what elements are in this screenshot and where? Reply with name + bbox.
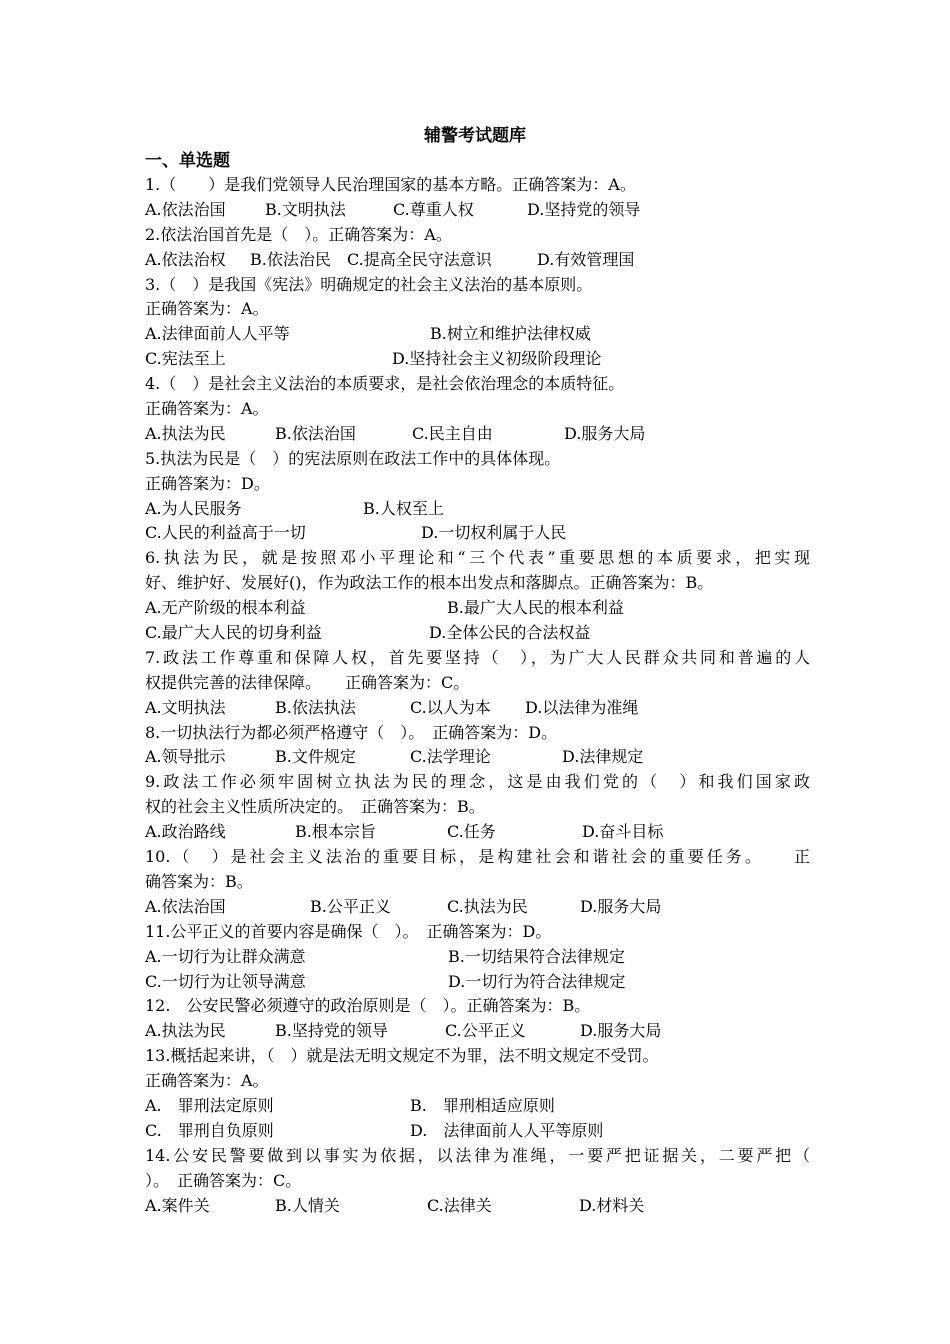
answer-option: B.根本宗旨	[295, 822, 376, 842]
question-line: 6.执法为民，就是按照邓小平理论和“三个代表”重要思想的本质要求，把实现	[145, 548, 810, 568]
answer-option: A.为人民服务	[145, 498, 242, 518]
question-line: 14.公安民警要做到以事实为依据，以法律为准绳，一要严把证据关，二要严把（	[145, 1145, 810, 1165]
question-line: 好、维护好、发展好()，作为政法工作的根本出发点和落脚点。正确答案为：B。	[145, 573, 714, 593]
answer-option: B.人权至上	[363, 498, 444, 518]
answer-option: C.任务	[447, 822, 496, 842]
option-row	[145, 820, 810, 845]
option-row	[145, 745, 810, 770]
option-row	[145, 1194, 810, 1219]
answer-option: A.一切行为让群众满意	[145, 946, 306, 966]
answer-option: B.人情关	[275, 1195, 340, 1215]
document-title: 辅警考试题库	[424, 126, 526, 146]
option-row	[145, 497, 810, 522]
answer-option: D.全体公民的合法权益	[429, 623, 591, 643]
answer-option: B.文件规定	[275, 747, 356, 767]
question-list	[145, 173, 810, 1218]
question-line: 1.（ ）是我们党领导人民治理国家的基本方略。正确答案为：A。	[145, 175, 636, 194]
answer-option: B.坚持党的领导	[275, 1021, 388, 1041]
answer-option: B.依法治民	[250, 249, 331, 269]
option-row	[145, 198, 810, 223]
question-line: ）。 正确答案为：C。	[145, 1170, 302, 1190]
question-line: 确答案为：B。	[145, 871, 253, 891]
answer-option: C.以人为本	[410, 697, 491, 717]
option-row	[145, 1094, 810, 1119]
answer-option: A.依法治国	[145, 896, 226, 916]
answer-option: C.公平正义	[445, 1021, 526, 1041]
question-line: 正确答案为：A。	[145, 399, 269, 419]
answer-option: B.树立和维护法律权威	[430, 324, 591, 344]
option-row	[145, 347, 810, 372]
question-line: 2.依法治国首先是（ ）。正确答案为：A。	[145, 224, 452, 244]
answer-option: D.服务大局	[580, 1021, 662, 1041]
section-heading: 一、单选题	[145, 151, 230, 171]
option-row	[145, 1019, 810, 1044]
answer-option: D.一切权利属于人民	[421, 523, 567, 543]
answer-option: B.文明执法	[265, 199, 346, 219]
answer-option: A.领导批示	[145, 747, 226, 767]
answer-option: B.最广大人民的根本利益	[447, 598, 624, 618]
answer-option: B.一切结果符合法律规定	[448, 946, 625, 966]
answer-option: B.依法治国	[275, 423, 356, 443]
question-line: 11.公平正义的首要内容是确保（ ）。 正确答案为：D。	[145, 921, 552, 941]
answer-option: D.服务大局	[580, 896, 662, 916]
answer-option: D.奋斗目标	[582, 822, 664, 842]
answer-option: D. 法律面前人人平等原则	[410, 1120, 604, 1140]
answer-option: B.公平正义	[310, 896, 391, 916]
answer-option: B.依法执法	[275, 697, 356, 717]
option-row	[145, 945, 810, 970]
answer-option: A.政治路线	[145, 822, 226, 842]
answer-option: C.尊重人权	[393, 199, 474, 219]
question-line: 权的社会主义性质所决定的。 正确答案为：B。	[145, 797, 485, 817]
answer-option: C.法律关	[427, 1195, 492, 1215]
answer-option: A.案件关	[145, 1195, 210, 1215]
option-row	[145, 521, 810, 546]
option-row	[145, 422, 810, 447]
option-row	[145, 1119, 810, 1144]
option-row	[145, 596, 810, 621]
answer-option: A.法律面前人人平等	[145, 324, 290, 344]
question-line: 3.（ ）是我国《宪法》明确规定的社会主义法治的基本原则。	[145, 274, 593, 294]
question-line: 4.（ ）是社会主义法治的本质要求，是社会依治理念的本质特征。	[145, 374, 625, 394]
question-line: 10.（ ）是社会主义法治的重要目标，是构建社会和谐社会的重要任务。 正	[145, 847, 810, 867]
answer-option: C.民主自由	[412, 423, 493, 443]
option-row	[145, 621, 810, 646]
question-line: 8.一切执法行为都必须严格遵守（ ）。 正确答案为：D。	[145, 722, 558, 742]
answer-option: C.人民的利益高于一切	[145, 523, 306, 543]
question-line: 正确答案为：D。	[145, 473, 270, 493]
answer-option: D.坚持社会主义初级阶段理论	[392, 349, 602, 369]
answer-option: A.依法治国	[145, 199, 226, 219]
answer-option: A.执法为民	[145, 423, 226, 443]
answer-option: A.无产阶级的根本利益	[145, 598, 306, 618]
answer-option: A.依法治权	[145, 249, 226, 269]
answer-option: D.坚持党的领导	[527, 199, 641, 219]
answer-option: A.文明执法	[145, 697, 226, 717]
answer-option: A.执法为民	[145, 1021, 226, 1041]
question-line: 9.政法工作必须牢固树立执法为民的理念，这是由我们党的（ ）和我们国家政	[145, 772, 810, 792]
question-line: 正确答案为：A。	[145, 299, 269, 319]
question-line: 权提供完善的法律保障。 正确答案为：C。	[145, 672, 470, 692]
option-row	[145, 970, 810, 995]
answer-option: A. 罪刑法定原则	[145, 1095, 274, 1115]
question-line: 正确答案为：A。	[145, 1071, 269, 1091]
answer-option: D.以法律为准绳	[525, 697, 639, 717]
answer-option: C.提高全民守法意识	[347, 249, 492, 269]
answer-option: C. 罪刑自负原则	[145, 1120, 274, 1140]
answer-option: B. 罪刑相适应原则	[410, 1095, 555, 1115]
option-row	[145, 322, 810, 347]
answer-option: D.有效管理国	[537, 249, 635, 269]
answer-option: D.服务大局	[564, 423, 646, 443]
question-line: 13.概括起来讲，（ ）就是法无明文规定不为罪，法不明文规定不受罚。	[145, 1046, 659, 1066]
answer-option: C.法学理论	[410, 747, 491, 767]
answer-option: D.法律规定	[562, 747, 644, 767]
answer-option: C.宪法至上	[145, 349, 226, 369]
answer-option: D.一切行为符合法律规定	[448, 971, 626, 991]
option-row	[145, 895, 810, 920]
answer-option: D.材料关	[579, 1195, 645, 1215]
option-row	[145, 248, 810, 273]
option-row	[145, 696, 810, 721]
question-line: 5.执法为民是（ ）的宪法原则在政法工作中的具体体现。	[145, 448, 561, 468]
answer-option: C.一切行为让领导满意	[145, 971, 306, 991]
question-line: 7.政法工作尊重和保障人权，首先要坚持（ ），为广大人民群众共同和普遍的人	[145, 647, 810, 667]
answer-option: C.最广大人民的切身利益	[145, 623, 322, 643]
answer-option: C.执法为民	[447, 896, 528, 916]
question-line: 12. 公安民警必须遵守的政治原则是（ ）。正确答案为：B。	[145, 996, 591, 1016]
